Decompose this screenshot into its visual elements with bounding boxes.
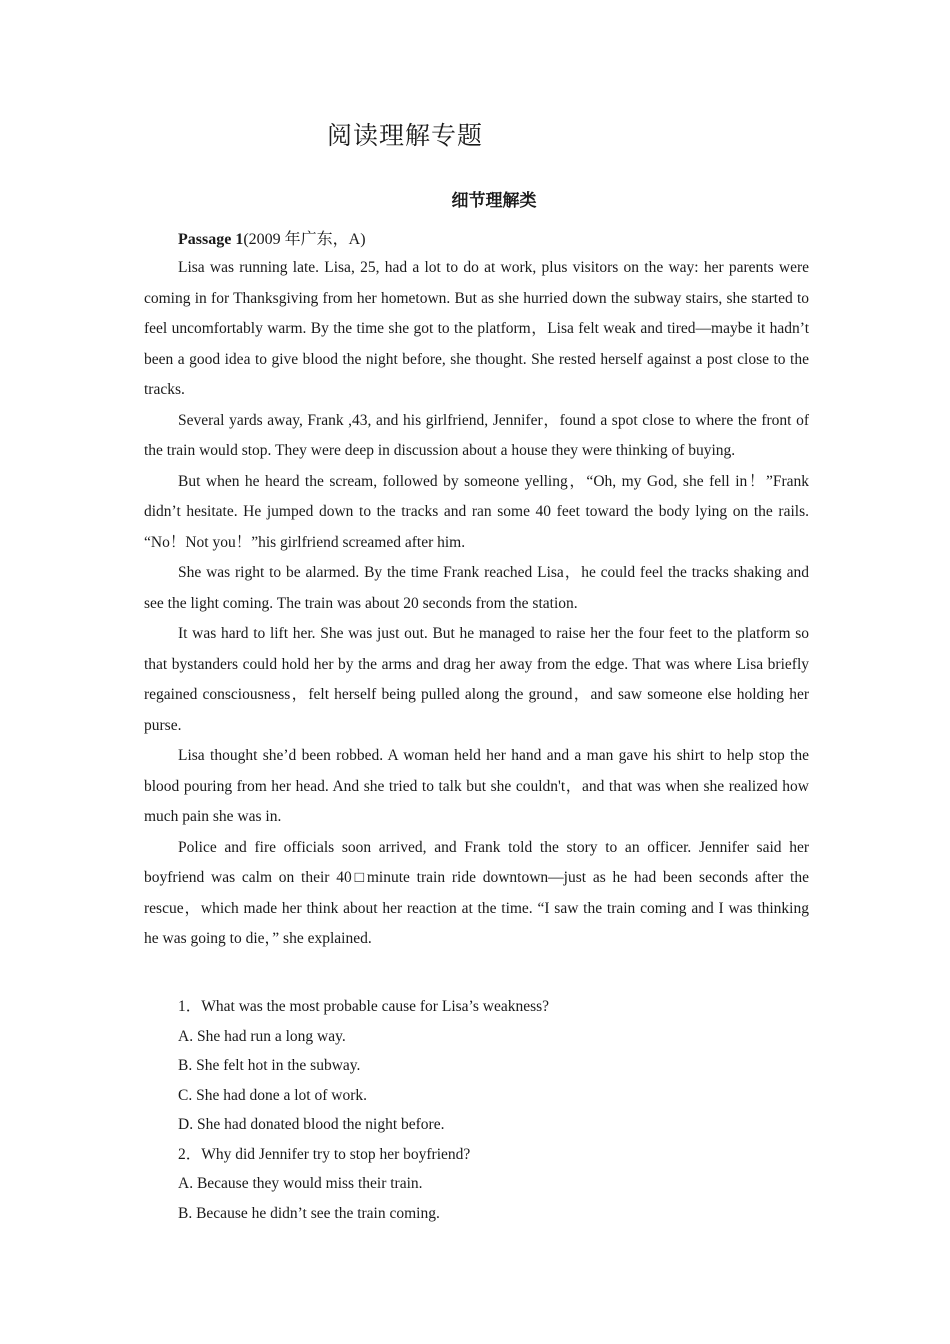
- questions-list: [178, 992, 809, 1228]
- paragraph: Several yards away, Frank ,43, and his girlfriend, Jennifer，found a spot close to where the front of the train would stop. They were deep in discussion about a house they were thinking of buying.: [144, 411, 809, 459]
- page-title: 阅读理解专题: [326, 123, 483, 150]
- paragraph: Police and fire officials soon arrived, and Frank told the story to an officer. Jennifer said her boyfriend was calm on their 40□minute train ride downtown—just as he had been seconds after the rescue，which made her think about her reaction at the time. “I saw the train coming and I was thinking he was going to die，” she explained.: [144, 838, 809, 947]
- passage-label-bold: Passage 1: [178, 231, 244, 248]
- question-1: 1．What was the most probable cause for Lisa’s weakness?: [178, 998, 550, 1015]
- question-2: 2．Why did Jennifer try to stop her boyfriend?: [178, 1145, 471, 1163]
- paragraph: But when he heard the scream, followed by someone yelling，“Oh, my God, she fell in！”Frank didn’t hesitate. He jumped down to the tracks and ran some 40 feet toward the body lying on the rails. “No！Not you！”his girlfriend screamed after him.: [144, 472, 809, 551]
- question-1-option-c: C. She had done a lot of work.: [178, 1086, 367, 1104]
- question-1-option-a: A. She had run a long way.: [178, 1027, 346, 1045]
- passage-label-source: (2009 年广东，A): [243, 231, 366, 248]
- question-1-option-b: B. She felt hot in the subway.: [178, 1057, 361, 1074]
- passage-label: [178, 226, 366, 249]
- question-2-option-b: B. Because he didn’t see the train coming.: [178, 1204, 440, 1222]
- paragraph: She was right to be alarmed. By the time Frank reached Lisa，he could feel the tracks shaking and see the light coming. The train was about 20 seconds from the station.: [144, 564, 809, 612]
- section-subtitle: 细节理解类: [451, 191, 537, 210]
- paragraph: Lisa thought she’d been robbed. A woman held her hand and a man gave his shirt to help stop the blood pouring from her head. And she tried to talk but she couldn't，and that was when she realized how much pain she was in.: [144, 747, 809, 825]
- question-2-option-a: A. Because they would miss their train.: [178, 1175, 423, 1192]
- question-1-option-d: D. She had donated blood the night before.: [178, 1116, 445, 1133]
- paragraph: Lisa was running late. Lisa, 25, had a lot to do at work, plus visitors on the way: her parents were coming in for Thanksgiving from her hometown. But as she hurried down the subway stairs, she started to feel uncomfortably warm. By the time she got to the platform，Lisa felt weak and tired—maybe it hadn’t been a good idea to give blood the night before, she thought. She rested herself against a post close to the tracks.: [144, 259, 809, 398]
- paragraph: It was hard to lift her. She was just out. But he managed to raise her the four feet to the platform so that bystanders could hold her by the arms and drag her away from the edge. That was where Lisa briefly regained consciousness，felt herself being pulled along the ground，and saw someone else holding her purse.: [144, 625, 809, 734]
- passage-body: [144, 253, 809, 955]
